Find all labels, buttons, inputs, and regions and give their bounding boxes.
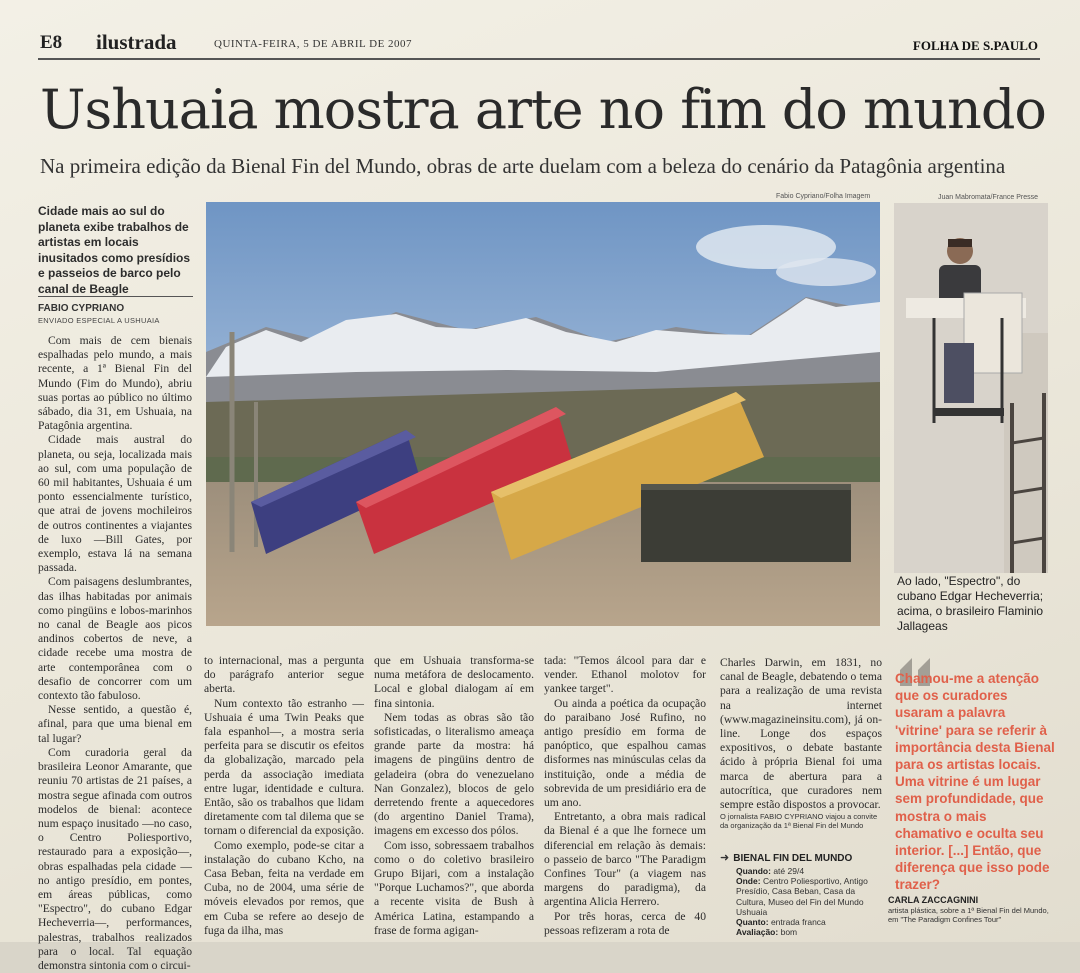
lede: Cidade mais ao sul do planeta exibe trabalhos de artistas em locais inusitados como presídios e passeios de barco pelo canal de Beagle <box>38 204 191 296</box>
photo-credit-main: Fabio Cypriano/Folha Imagem <box>776 193 871 200</box>
info-label: Quanto: <box>736 917 769 928</box>
info-label: Quando: <box>736 866 771 876</box>
paragraph: Com paisagens deslumbrantes, das ilhas habitadas por animais como pingüins e lobos-marinhos no canal de Beagle aos picos andinos cobertos de neve, a cidade recebe uma mostra de arte contemporânea com o desafio de concorrer com um contexto tão fabuloso. <box>38 575 192 703</box>
article-column-2 <box>204 654 364 939</box>
paragraph: que em Ushuaia transforma-se numa metáfora de deslocamento. Local e global dialogam aí em fina sintonia. <box>374 654 534 710</box>
info-label: Onde: <box>736 876 761 887</box>
article-column-1 <box>38 334 192 972</box>
side-photo-caption: Ao lado, "Espectro", do cubano Edgar Hecheverria; acima, o brasileiro Flaminio Jallageas <box>897 574 1044 633</box>
paragraph: Ou ainda a poética da ocupação do paraibano José Rufino, no antigo presídio em forma de panóptico, que espalhou camas disformes nas minúsculas celas da instituição, onde a média de sobrevida de um presidiário era de um ano. <box>544 696 706 810</box>
newspaper-name: FOLHA DE S.PAULO <box>912 38 1038 53</box>
info-row-where <box>720 876 885 917</box>
article-column-5 <box>720 656 882 828</box>
subheadline: Na primeira edição da Bienal Fin del Mundo, obras de arte duelam com a beleza do cenário da Patagônia argentina <box>40 154 1006 178</box>
paragraph: Num contexto tão estranho —Ushuaia é uma Twin Peaks que fala espanhol—, a mostra seria perfeita para se discutir os efeitos da globalização, marcado pela perda da associação imediata entre lugar, identidade e cultura. Então, são os trabalhos que lidam diretamente com tal dilema que se tornam o diferencial da exposição. <box>204 696 364 838</box>
article-column-3 <box>374 654 534 939</box>
paragraph: Nesse sentido, a questão é, afinal, para que uma bienal em tal lugar? <box>38 703 192 745</box>
arrow-right-icon: ➜ <box>720 852 730 864</box>
main-photo <box>206 202 880 626</box>
photo-credit-side: Juan Mabromata/France Presse <box>938 194 1038 201</box>
paragraph: Nem todas as obras são tão sofisticadas, o literalismo ameaça grande parte da mostra: há imagens de pingüins dentro de geladeira (obra do venezuelano Nan Gonzalez), blocos de gelo derretendo frente a aquecedores (do argentino Daniel Trama), imagens em excesso dos pólos. <box>374 710 534 838</box>
masthead <box>38 30 1040 60</box>
paragraph: tada: "Temos álcool para dar e vender. Ethanol molotov for yankee target". <box>544 654 706 696</box>
info-value: até 29/4 <box>773 866 805 876</box>
containers-sculpture-image <box>206 202 880 626</box>
info-label: Avaliação: <box>736 927 779 938</box>
event-info-box <box>720 848 885 937</box>
publication-date: QUINTA-FEIRA, 5 DE ABRIL DE 2007 <box>214 38 413 50</box>
info-value: entrada franca <box>770 917 826 928</box>
paragraph: to internacional, mas a pergunta do parágrafo anterior segue aberta. <box>204 654 364 696</box>
section-name: ilustrada <box>96 30 177 54</box>
paragraph: Como exemplo, pode-se citar a instalação do cubano Kcho, na Casa Beban, feita na verdade em Cuba, no de 2004, uma série de móveis elevados por remos, que em Cuba se refere ao desejo de fuga da ilha, mas <box>204 838 364 937</box>
byline-role: ENVIADO ESPECIAL A USHUAIA <box>38 316 160 325</box>
info-row-when <box>720 866 885 876</box>
info-box-header <box>720 848 885 866</box>
info-row-price <box>720 917 885 927</box>
pull-quote-author-description: artista plástica, sobre a 1ª Bienal Fin del Mundo, em "The Paradigm Confines Tour" <box>888 906 1049 924</box>
paragraph: Com mais de cem bienais espalhadas pelo mundo, a mais recente, a 1ª Bienal Fin del Mundo (Fim do Mundo), abriu suas portas ao público no último sábado, dia 31, em Ushuaia, na Patagônia argentina. <box>38 334 192 433</box>
info-row-rating <box>720 927 885 937</box>
paragraph: Charles Darwin, em 1831, no canal de Beagle, debatendo o tema para a realização de uma revista na internet (www.magazineinsitu.com), já on-line. Longe dos espaços expositivos, o debate bastante ácido à própria Bienal foi uma marca de abertura para a autocrítica, que curadores nem sempre estão dispostos a provocar. <box>720 656 882 812</box>
paragraph: Por três horas, cerca de 40 pessoas refizeram a rota de <box>544 909 706 937</box>
page-number: E8 <box>40 32 63 53</box>
headline: Ushuaia mostra arte no fim do mundo <box>40 78 1046 141</box>
article-column-4 <box>544 654 706 939</box>
pull-quote: Chamou-me a atenção que os curadores usaram a palavra 'vitrine' para se referir à importância desta Bienal para os artistas locais. Uma vitrine é um lugar sem profundidade, que mostra o mais chamativo e oculta seu interior. [...] Então, que diferença que isso pode trazer? <box>895 671 1055 893</box>
side-photo <box>894 203 1048 573</box>
info-value: Centro Poliesportivo, Antigo Presídio, Casa Beban, Casa da Cultura, Museo del Fin del Mundo Ushuaia <box>736 876 868 917</box>
paragraph: Com isso, sobressaem trabalhos como o do coletivo brasileiro Grupo Bijari, com a instalação "Porque Luchamos?", que aborda a recente visita de Bush à América Latina, estampando a frase de forma agigan- <box>374 838 534 937</box>
info-value: bom <box>780 927 798 938</box>
paragraph: Entretanto, a obra mais radical da Bienal é a que lhe fornece um diferencial em relação às demais: o passeio de barco "The Paradigm Confines Tour" (a viagem nas margens do paradigma), da argentina Alicia Herrero. <box>544 810 706 909</box>
journalist-note: O jornalista FABIO CYPRIANO viajou a convite da organização da 1ª Bienal Fin del Mundo <box>720 812 878 830</box>
artist-on-lift-image <box>894 203 1048 573</box>
paragraph: Com curadoria geral da brasileira Leonor Amarante, que reuniu 70 artistas de 21 países, a mostra segue afinada com outros modelos de bienal: acontece num espaço inusitado —no caso, o Centro Poliesportivo, restaurado para a exposição—, obras espalhadas pela cidade —no antigo presídio, em pontes, em áreas públicas, como "Espectro", do cubano Edgar Hecheverria—, performances, palestras, trabalhos realizados para o local. Tal equação demonstra sintonia com o circui- <box>38 745 192 972</box>
byline: FABIO CYPRIANO <box>38 303 125 314</box>
paragraph: Cidade mais austral do planeta, ou seja, localizada mais ao sul, com uma população de 60 mil habitantes, Ushuaia é um ponto essencialmente turístico, que atrai de jovens mochileiros de outros continentes a viajantes de luxo —Bill Gates, por exemplo, estava lá na semana passada. <box>38 433 192 575</box>
info-box-title: BIENAL FIN DEL MUNDO <box>733 853 853 864</box>
pull-quote-author: CARLA ZACCAGNINI <box>888 895 979 905</box>
divider <box>38 296 193 297</box>
